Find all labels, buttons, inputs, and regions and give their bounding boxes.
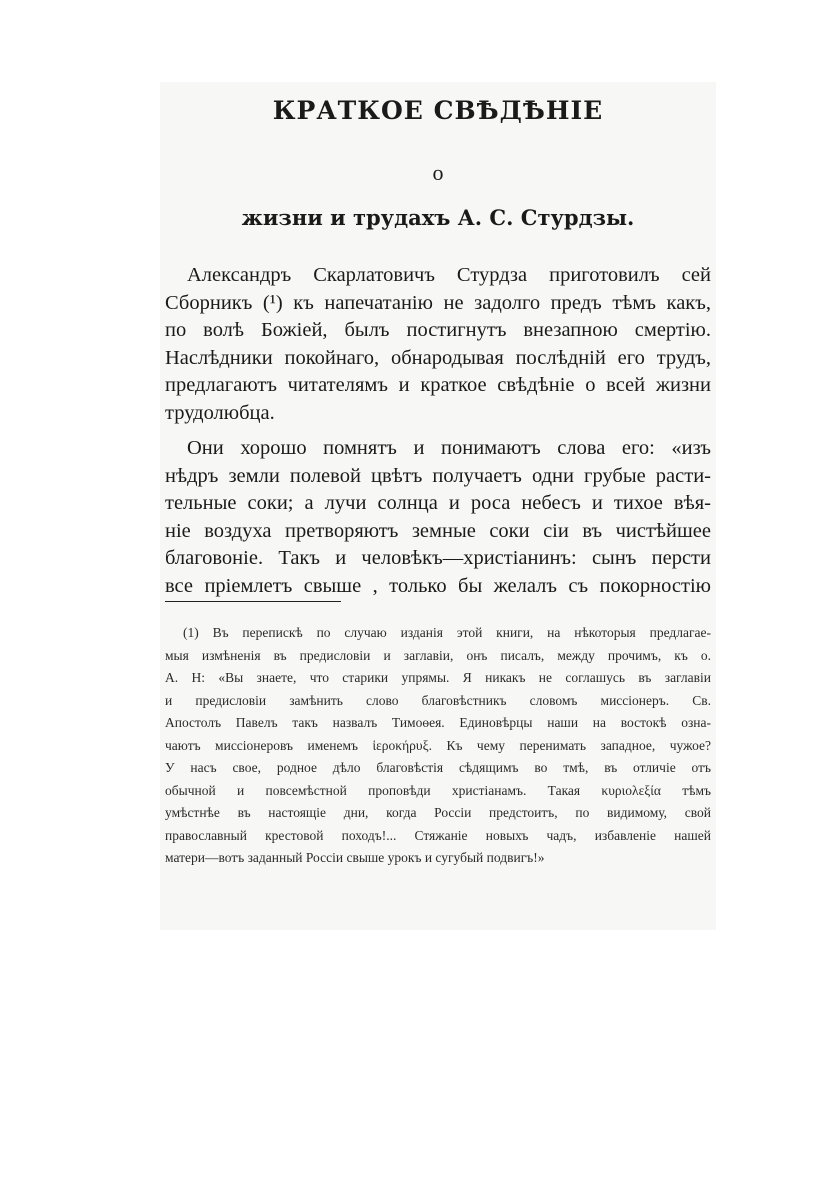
footnote-line: У насъ свое, родное дѣло благовѣстія сѣдящимъ во тмѣ, въ отличіе отъ <box>165 760 711 775</box>
text-line: Они хорошо помнятъ и понимаютъ слова его: «изъ <box>187 437 711 459</box>
footnote-line: чаютъ миссіонеровъ именемъ ἱεροκήρυξ. Къ чему перенимать западное, чужое? <box>165 737 711 753</box>
page-subtitle: жизни и трудахъ А. С. Стурдзы. <box>241 205 635 230</box>
text-line: тельные соки; а лучи солнца и роса небесъ и тихое вѣя- <box>165 492 711 514</box>
text-line: Наслѣдники покойнаго, обнародывая послѣдній его трудъ, <box>165 346 711 369</box>
footnote-line: А. Н: «Вы знаете, что старики упрямы. Я никакъ не соглашусь въ заглавіи <box>165 670 711 685</box>
footnote-divider <box>165 601 341 602</box>
footnote-line: матери—вотъ заданный Россіи свыше урокъ и сугубый подвигъ!» <box>165 850 545 865</box>
footnote-line: и предисловіи замѣнить слово благовѣстникъ словомъ миссіонеръ. Св. <box>165 692 711 708</box>
text-line: Сборникъ (¹) къ напечатанію не задолго предъ тѣмъ какъ, <box>165 291 711 314</box>
text-line: благовоніе. Такъ и человѣкъ—христіанинъ: сынъ персти <box>165 547 711 569</box>
text-line: предлагаютъ читателямъ и краткое свѣдѣніе о всей жизни <box>165 374 711 396</box>
footnote-line: (1) Въ перепискѣ по случаю изданія этой книги, на нѣкоторыя предлагае- <box>183 625 711 640</box>
text-line: трудолюбца. <box>165 401 275 424</box>
footnote-line: умѣстнѣе въ настоящіе дни, когда Россіи предстоитъ, по видимому, свой <box>165 805 711 820</box>
text-line: ніе воздуха претворяютъ земные соки сіи въ чистѣйшее <box>165 519 711 542</box>
title-preposition: о <box>432 160 444 185</box>
footnote-line: Апостолъ Павелъ такъ назвалъ Тимоѳея. Единовѣрцы наши на востокѣ озна- <box>165 715 711 730</box>
page-title: КРАТКОЕ СВѢДѢНІЕ <box>272 96 604 125</box>
footnote-line: мыя измѣненія въ предисловіи и заглавіи, онъ писалъ, между прочимъ, къ о. <box>165 647 711 663</box>
text-line: по волѣ Божіей, былъ постигнутъ внезапною смертію. <box>165 319 711 341</box>
text-line: Александръ Скарлатовичъ Стурдза приготовилъ сей <box>187 264 711 286</box>
text-line: все пріемлетъ свыше , только бы желалъ съ покорностію <box>165 574 711 597</box>
footnote-line: обычной и повсемѣстной проповѣди христіанамъ. Такая κυριολεξία тѣмъ <box>165 782 711 798</box>
main-text <box>165 262 711 600</box>
footnote <box>165 622 711 870</box>
footnote-line: православный крестовой походъ!... Стяжаніе новыхъ чадъ, избавленіе нашей <box>165 827 711 843</box>
text-line: нѣдръ земли полевой цвѣтъ получаетъ одни грубые расти- <box>165 464 711 487</box>
